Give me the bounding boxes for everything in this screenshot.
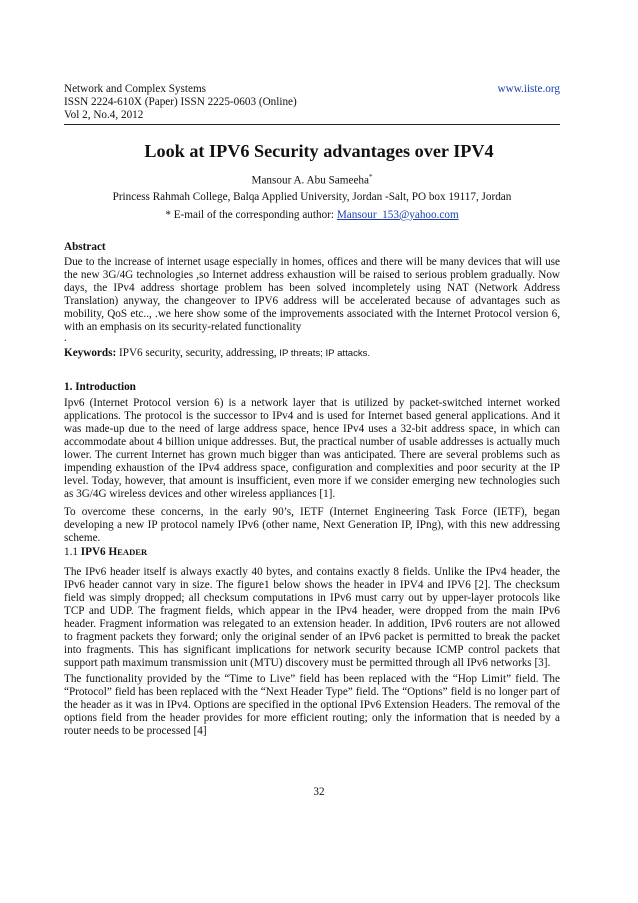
journal-header [64, 83, 560, 122]
email-prefix: * E-mail of the corresponding author: [165, 209, 337, 221]
author-email-link[interactable]: Mansour_153@yahoo.com [336, 209, 459, 221]
journal-name: Network and Complex Systems [64, 83, 207, 95]
paper-title: Look at IPV6 Security advantages over IPV4 [144, 141, 494, 161]
author-name: Mansour A. Abu Sameeha [251, 174, 369, 187]
section-1-1-title [81, 546, 147, 558]
intro-paragraph-1: Ipv6 (Internet Protocol version 6) is a network layer that is utilized by packet-switched internet worked applications. The protocol is the successor to IPv4 and is used for Internet based general applications. And it was made-up due to the need of large address space, hence IPv4 uses a 32-bit address space, in which can accommodate about 4 billion unique addresses. But, the practical number of usable addresses is actually much lower. The current Internet has grown much bigger than was anticipated. There are several problems such as impending exhaustion of the IPv4 address space, configuration and complexities and poor security at the IP level. Today, however, that amount is insufficient, even more if we consider emerging new technologies such as 3G/4G wireless devices and other wireless appliances [1]. [64, 397, 560, 500]
corresponding-author-line [64, 209, 560, 221]
abstract-text: Due to the increase of internet usage especially in homes, offices and there will be many devices that will use the new 3G/4G technologies ,so Internet address exhaustion will be raised to serious problem gradually. Now days, the IPv4 address shortage problem has been solved incompletely using NAT (Network Address Translation) anyway, the changeover to IPV6 address will be accelerated because of advantages such as mobility, QoS etc.., .we here show some of the improvements associated with the Internet Protocol version 6, with an emphasis on its security-related functionality [64, 256, 560, 333]
section-1-1-paragraph-1: The IPv6 header itself is always exactly 40 bytes, and contains exactly 8 fields. Unlike the IPv4 header, the IPv6 header cannot vary in size. The figure1 below shows the header in IPV4 and IPV6 [2]. The checksum field was simply dropped; all checksum computations in IPv6 must carry out by upper-layer protocols like TCP and UDP. The fragment fields, which appear in the IPv4 header, were dropped from the main IPv6 header. Fragment information was relegated to an extension header. In addition, IPv6 routers are not allowed to fragment packets they forward; only the original sender of an IPv6 packet is permitted to break the packet into fragments. This has significant implications for network security because ICMP control packets that support path maximum transmission unit (MTU) discovery must be permitted through all IPv6 networks [3]. [64, 566, 560, 669]
journal-volume: Vol 2, No.4, 2012 [64, 109, 144, 121]
journal-issn: ISSN 2224-610X (Paper) ISSN 2225-0603 (Online) [64, 96, 297, 108]
header-divider [64, 124, 560, 125]
abstract-heading: Abstract [64, 241, 106, 253]
journal-url-link[interactable]: www.iiste.org [497, 83, 560, 95]
keywords-label: Keywords: [64, 347, 117, 359]
intro-heading: 1. Introduction [64, 381, 136, 393]
section-1-1-title-a: IPV6 H [80, 546, 118, 558]
section-1-1-title-b: EADER [117, 547, 148, 557]
author-mark: * [368, 173, 373, 181]
page-number: 32 [313, 786, 325, 798]
author-line [64, 173, 560, 187]
keywords-serif: IPV6 security, security, addressing, [116, 347, 277, 359]
section-1-1-number: 1.1 [64, 546, 81, 558]
author-affiliation: Princess Rahmah College, Balqa Applied University, Jordan -Salt, PO box 19117, Jordan [112, 191, 512, 203]
abstract-trailing-dot: . [64, 332, 67, 344]
section-1-1-paragraph-2: The functionality provided by the “Time to Live” field has been replaced with the “Hop Limit” field. The “Protocol” field has been replaced with the “Next Header Type” field. The “Options” field is no longer part of the header as it was in IPv4. Options are specified in the optional IPv6 Extension Headers. The removal of the options field from the header provides for more efficient routing; only the information that is needed by a router needs to be processed [4] [64, 673, 560, 737]
keywords-sans: IP threats; IP attacks. [276, 348, 371, 359]
keywords-line [64, 347, 560, 359]
intro-paragraph-2: To overcome these concerns, in the early 90’s, IETF (Internet Engineering Task Force (IETF), began developing a new IP protocol namely IPv6 (other name, Next Generation IP, IPng), with this new addressing scheme. [64, 506, 560, 544]
section-1-1-heading [64, 546, 147, 558]
